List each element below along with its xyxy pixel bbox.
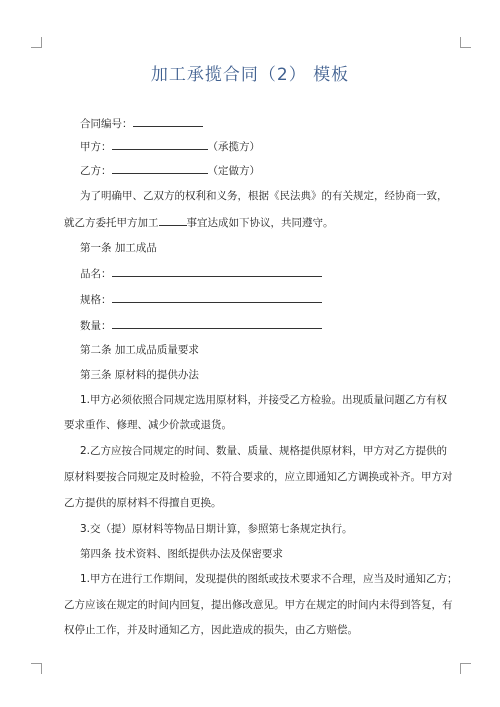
intro-line-2-b: 事宜达成如下协议，共同遵守。	[186, 217, 334, 229]
processing-item-blank[interactable]	[159, 215, 187, 226]
crop-mark-top-left	[31, 37, 42, 48]
article-4-p1-line-1: 1.甲方在进行工作期间，发现提供的图纸或技术要求不合理，应当及时通知乙方；	[80, 573, 458, 585]
article-4-p1-line-3: 权停止工作，并及时通知乙方，因此造成的损失，由乙方赔偿。	[64, 624, 358, 636]
product-spec-label: 规格：	[80, 294, 112, 306]
product-qty-blank[interactable]	[112, 318, 322, 329]
party-b-role: （定做方）	[207, 165, 260, 177]
crop-mark-bottom-left	[31, 663, 42, 674]
product-spec-blank[interactable]	[112, 292, 322, 303]
document-title: 加工承揽合同（2） 模板	[150, 65, 350, 85]
party-b-line	[80, 163, 260, 178]
article-3-p2-line-1: 2.乙方应按合同规定的时间、数量、质量、规格提供原材料，甲方对乙方提供的	[80, 445, 448, 457]
party-a-label: 甲方：	[80, 141, 112, 153]
intro-line-2-a: 就乙方委托甲方加工	[64, 217, 159, 229]
article-1-heading: 第一条 加工成品	[80, 242, 157, 254]
article-3-p2-line-2: 原材料要按合同规定及时检验，不符合要求的，应立即通知乙方调换或补齐。甲方对	[64, 471, 453, 483]
contract-number-line	[80, 116, 203, 131]
article-3-p1-line-1: 1.甲方必须依照合同规定选用原材料，并接受乙方检验。出现质量问题乙方有权	[80, 394, 448, 406]
crop-mark-bottom-right	[460, 663, 471, 674]
intro-line-2	[64, 215, 334, 230]
article-3-p3: 3.交（提）原材料等物品日期计算，参照第七条规定执行。	[80, 523, 353, 535]
contract-number-blank[interactable]	[133, 116, 203, 127]
party-a-blank[interactable]	[112, 139, 208, 150]
article-3-heading: 第三条 原材料的提供办法	[80, 369, 199, 381]
crop-mark-top-right	[460, 37, 471, 48]
contract-number-label: 合同编号：	[80, 118, 133, 130]
article-4-heading: 第四条 技术资料、图纸提供办法及保密要求	[80, 548, 283, 560]
party-b-blank[interactable]	[112, 163, 208, 174]
article-3-p2-line-3: 乙方提供的原材料不得擅自更换。	[64, 497, 222, 509]
product-qty-label: 数量：	[80, 320, 112, 332]
article-3-p1-line-2: 要求重作、修理、减少价款或退货。	[64, 419, 232, 431]
party-a-line	[80, 139, 260, 154]
article-2-heading: 第二条 加工成品质量要求	[80, 344, 199, 356]
product-name-label: 品名：	[80, 268, 112, 280]
intro-line-1: 为了明确甲、乙双方的权利和义务，根据《民法典》的有关规定，经协商一致，	[80, 190, 448, 202]
party-a-role: （承揽方）	[207, 141, 260, 153]
product-qty-line	[80, 318, 322, 333]
product-name-line	[80, 266, 322, 281]
product-spec-line	[80, 292, 322, 307]
product-name-blank[interactable]	[112, 266, 322, 277]
article-4-p1-line-2: 乙方应该在规定的时间内回复，提出修改意见。甲方在规定的时间内未得到答复，有	[64, 599, 453, 611]
party-b-label: 乙方：	[80, 165, 112, 177]
